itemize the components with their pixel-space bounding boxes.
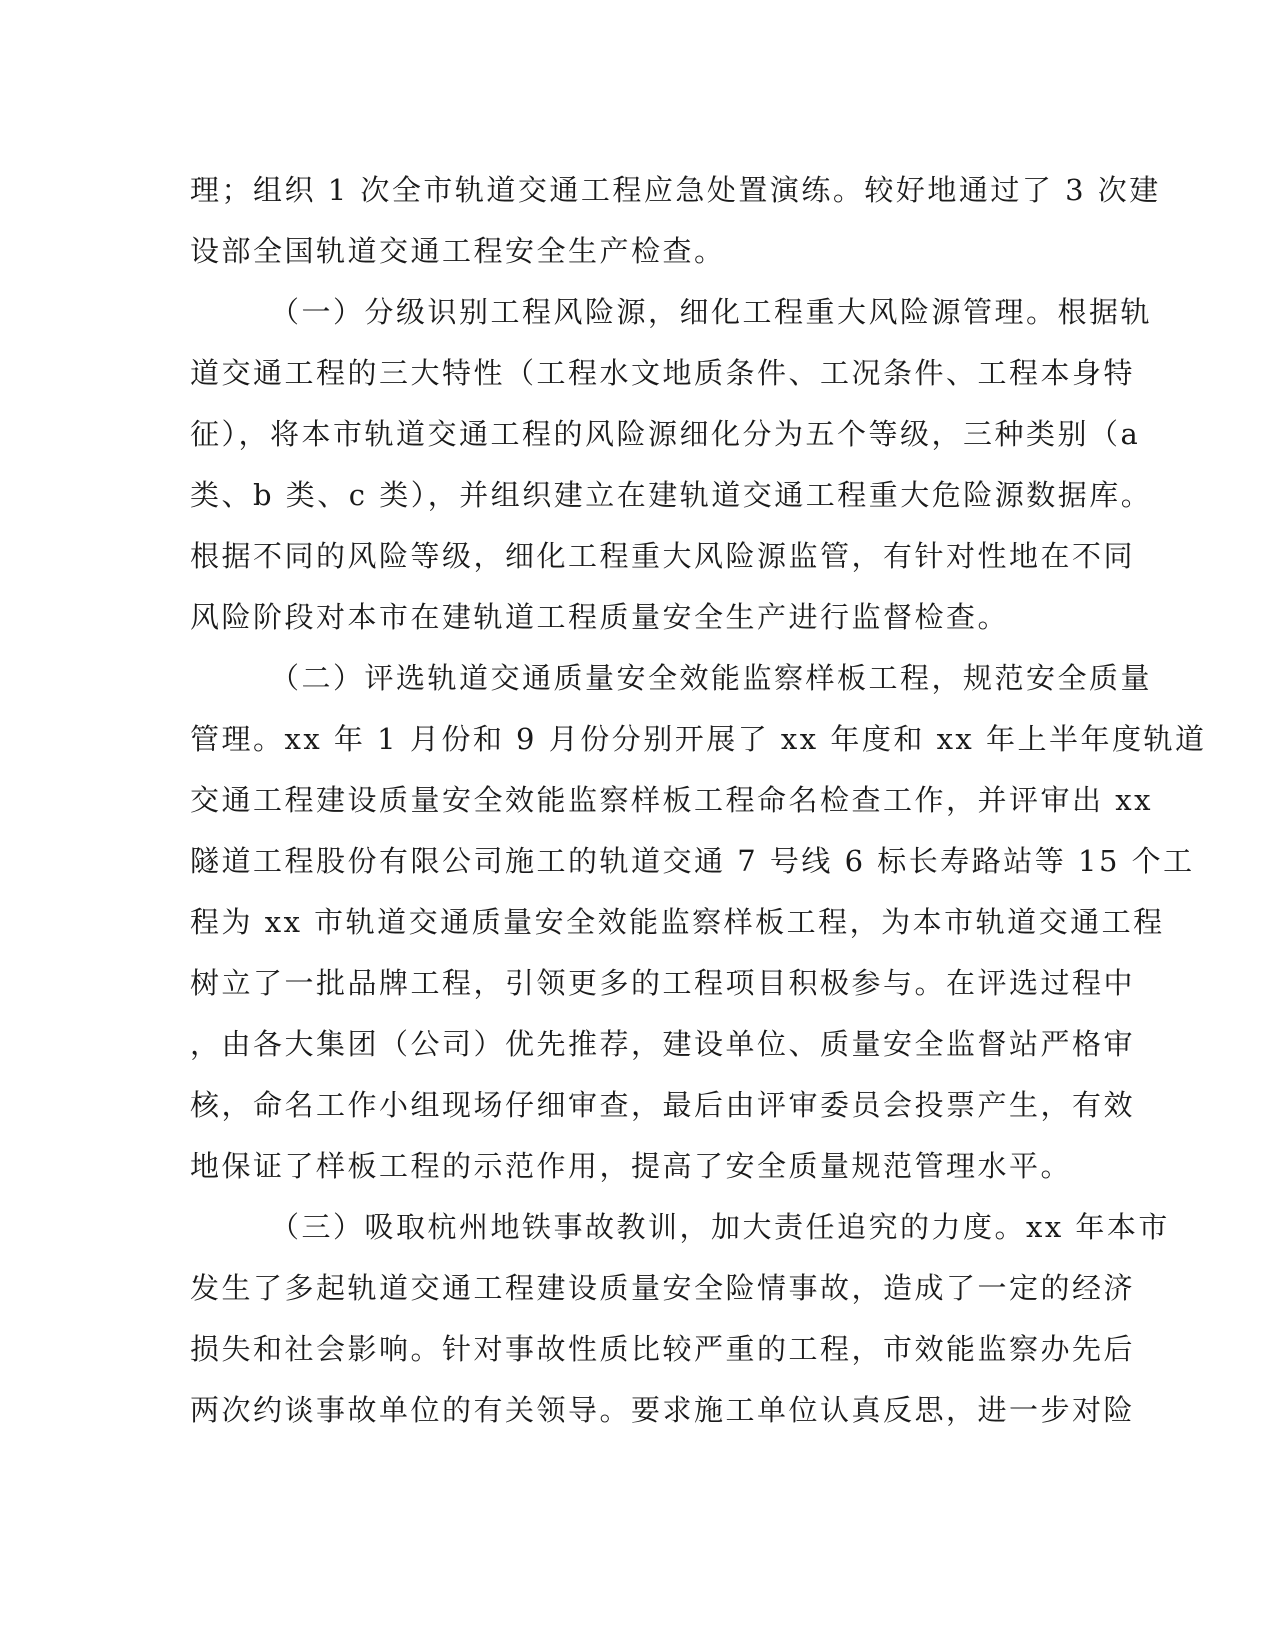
paragraph-first-line: （一）分级识别工程风险源，细化工程重大风险源管理。根据轨	[270, 295, 1153, 329]
text-line: 两次约谈事故单位的有关领导。要求施工单位认真反思，进一步对险	[190, 1393, 1136, 1427]
text-line: 道交通工程的三大特性（工程水文地质条件、工况条件、工程本身特	[190, 356, 1136, 390]
text-line: ，由各大集团（公司）优先推荐，建设单位、质量安全监督站严格审	[190, 1027, 1136, 1061]
text-line: 发生了多起轨道交通工程建设质量安全险情事故，造成了一定的经济	[190, 1271, 1136, 1305]
text-line: 交通工程建设质量安全效能监察样板工程命名检查工作，并评审出 xx	[190, 783, 1153, 817]
text-line: 风险阶段对本市在建轨道工程质量安全生产进行监督检查。	[190, 600, 1010, 634]
text-line: 根据不同的风险等级，细化工程重大风险源监管，有针对性地在不同	[190, 539, 1136, 573]
text-line: 核，命名工作小组现场仔细审查，最后由评审委员会投票产生，有效	[190, 1088, 1136, 1122]
paragraph-first-line: （三）吸取杭州地铁事故教训，加大责任追究的力度。xx 年本市	[270, 1210, 1170, 1244]
text-line: 设部全国轨道交通工程安全生产检查。	[190, 234, 726, 268]
body-text	[190, 160, 1207, 1441]
text-line: 征），将本市轨道交通工程的风险源细化分为五个等级，三种类别（a	[190, 417, 1141, 451]
paragraph-first-line: （二）评选轨道交通质量安全效能监察样板工程，规范安全质量	[270, 661, 1153, 695]
text-line: 损失和社会影响。针对事故性质比较严重的工程，市效能监察办先后	[190, 1332, 1136, 1366]
text-line: 理；组织 1 次全市轨道交通工程应急处置演练。较好地通过了 3 次建	[190, 173, 1161, 207]
text-line: 管理。xx 年 1 月份和 9 月份分别开展了 xx 年度和 xx 年上半年度轨道	[190, 722, 1207, 756]
text-line: 程为 xx 市轨道交通质量安全效能监察样板工程，为本市轨道交通工程	[190, 905, 1165, 939]
text-line: 隧道工程股份有限公司施工的轨道交通 7 号线 6 标长寿路站等 15 个工	[190, 844, 1195, 878]
text-line: 树立了一批品牌工程，引领更多的工程项目积极参与。在评选过程中	[190, 966, 1136, 1000]
text-line: 类、b 类、c 类），并组织建立在建轨道交通工程重大危险源数据库。	[190, 478, 1153, 512]
text-line: 地保证了样板工程的示范作用，提高了安全质量规范管理水平。	[190, 1149, 1073, 1183]
